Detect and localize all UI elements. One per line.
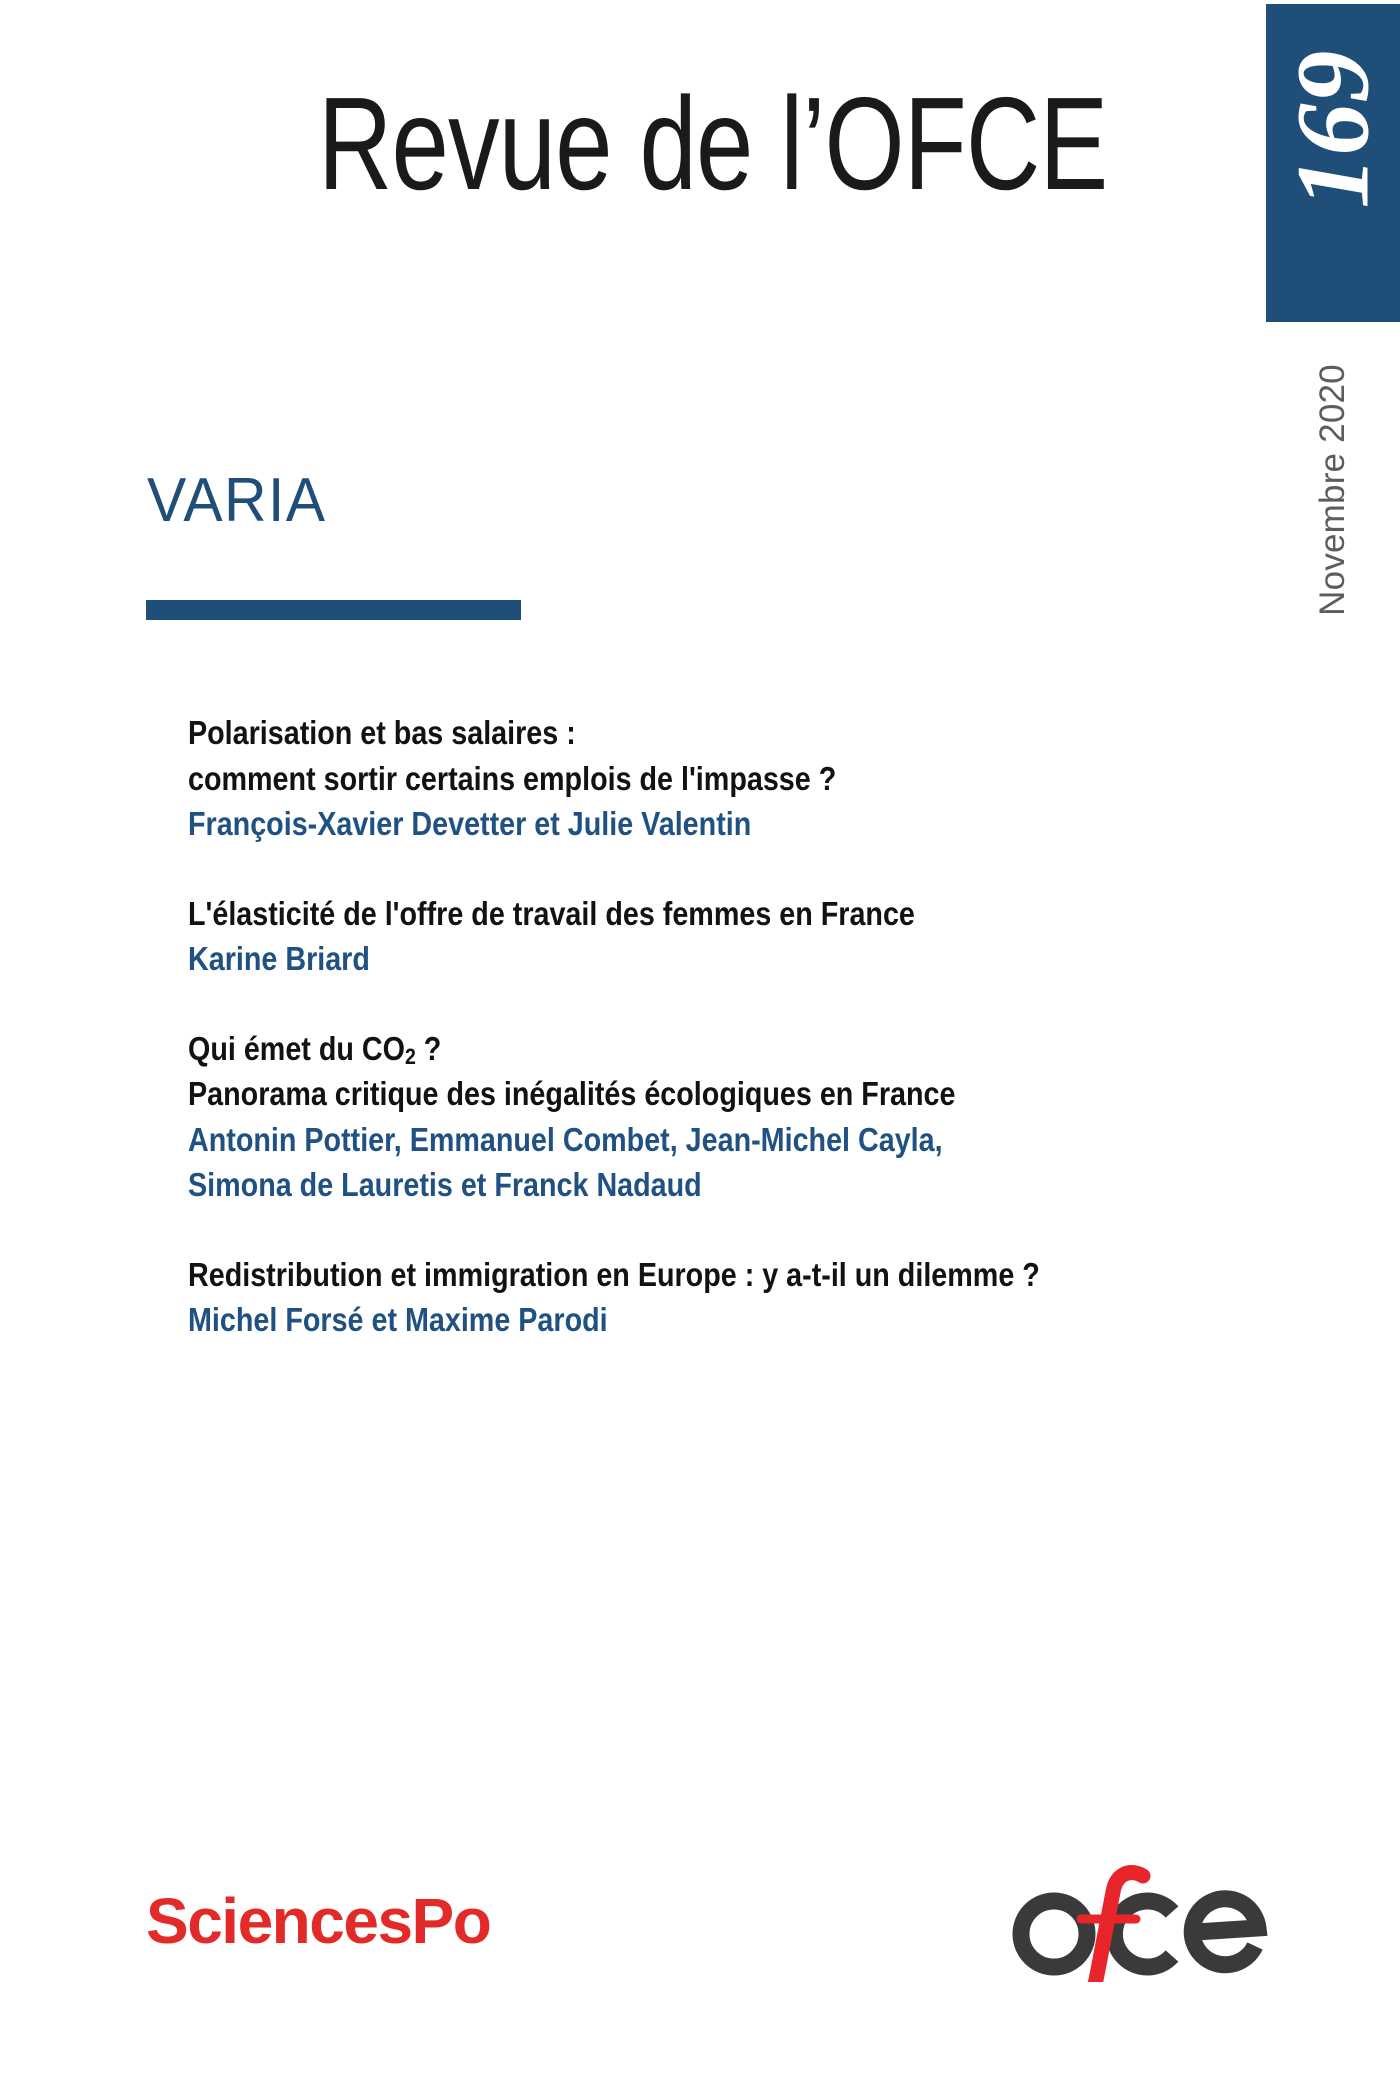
toc-entry xyxy=(188,1252,1208,1343)
toc-entry xyxy=(188,1026,1208,1208)
section-heading: VARIA xyxy=(147,466,327,535)
toc-entry xyxy=(188,710,1208,847)
article-title-line: Panorama critique des inégalités écologiques en France xyxy=(188,1075,956,1113)
issue-number-block xyxy=(1266,4,1400,322)
issue-number-text: 169 xyxy=(1275,49,1390,209)
article-authors-line: François-Xavier Devetter et Julie Valentin xyxy=(188,805,752,843)
article-authors-line: Michel Forsé et Maxime Parodi xyxy=(188,1301,608,1339)
table-of-contents xyxy=(188,710,1208,1343)
article-title-line: Polarisation et bas salaires : xyxy=(188,714,576,751)
article-title-line: L'élasticité de l'offre de travail des femmes en France xyxy=(188,894,915,932)
issue-number xyxy=(1266,4,1400,322)
ofce-logo-mark xyxy=(1012,1862,1272,1982)
article-authors-line: Simona de Lauretis et Franck Nadaud xyxy=(188,1166,702,1204)
article-title-line: Qui émet du $CO_2$ ? xyxy=(188,1029,442,1069)
section-divider-rule xyxy=(146,600,521,620)
article-authors-line: Antonin Pottier, Emmanuel Combet, Jean-Michel Cayla, xyxy=(188,1120,943,1158)
article-authors-line: Karine Briard xyxy=(188,940,370,978)
article-title-line: Redistribution et immigration en Europe : y a-t-il un dilemme ? xyxy=(188,1255,1040,1293)
issue-date-text: Novembre 2020 xyxy=(1313,364,1353,616)
journal-title: Revue de l’OFCE xyxy=(318,70,1108,217)
ofce-logo xyxy=(1012,1862,1272,1982)
toc-entry xyxy=(188,891,1208,982)
sciencespo-logo: SciencesPo xyxy=(146,1885,491,1957)
article-title-line: comment sortir certains emplois de l'impasse ? xyxy=(188,759,837,797)
issue-date xyxy=(1266,340,1400,640)
